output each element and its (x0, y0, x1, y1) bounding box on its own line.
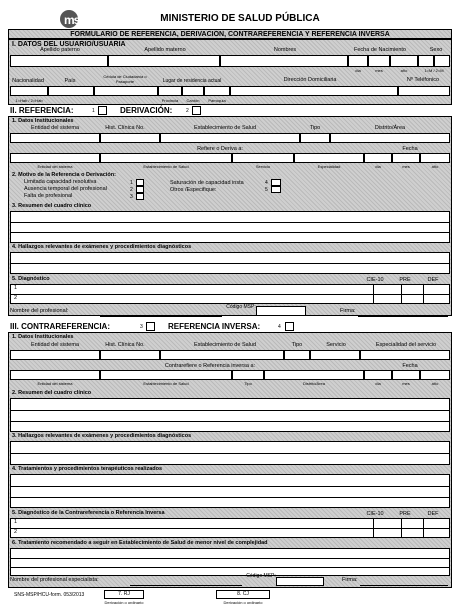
ctr-sub-mes: mes (402, 381, 410, 386)
ministry-title: MINISTERIO DE SALUD PÚBLICA (160, 13, 320, 24)
ctr-to-establecimiento[interactable] (100, 370, 232, 380)
form-code: SNS-MSP/HCU-form. 053/2013 (14, 592, 85, 598)
ctr-code-msp-label: Código MSP: (246, 573, 276, 579)
col-residencia: Lugar de residencia actual (162, 78, 222, 84)
ctr-sub-establecimiento: Establecimiento de Salud (143, 381, 189, 386)
ref-to-dia[interactable] (364, 153, 392, 163)
col-pais: País (64, 78, 76, 84)
ref-diag-row-2: 2 (14, 295, 18, 301)
ref-diag-col-cie: CIE-10 (366, 277, 384, 283)
ref-to-establecimiento[interactable] (100, 153, 232, 163)
ctr-input-hc[interactable] (100, 350, 160, 360)
input-apellido-paterno[interactable] (10, 55, 108, 67)
sub-anio: año (400, 68, 408, 73)
ctr-to-tipo[interactable] (232, 370, 264, 380)
ctr-col-servicio: Servicio (326, 342, 346, 348)
ref-summary-title: 3. Resumen del cuadro clínico (12, 203, 92, 209)
motive-3-num: 3 (130, 194, 133, 200)
ref-firma-label: Firma: (340, 308, 356, 314)
motive-2-checkbox[interactable] (136, 186, 144, 193)
ref-input-distrito[interactable] (330, 133, 450, 143)
ref-code-msp-label: Código MSP: (226, 304, 256, 310)
ctr-to-anio[interactable] (420, 370, 450, 380)
ref-input-hc[interactable] (100, 133, 160, 143)
col-apellido-materno: Apellido materno (144, 47, 186, 53)
ctr-diag-row-1: 1 (14, 519, 18, 525)
motive-2-label: Ausencia temporal del profesional (24, 186, 107, 192)
input-provincia[interactable] (158, 86, 182, 96)
ref-sub-mes: mes (402, 164, 410, 169)
ref-summary-area[interactable] (10, 211, 450, 243)
ctr-treat-title: 4. Tratamientos y procedimientos terapéuticos realizados (12, 466, 163, 472)
ref-col-tipo: Tipo (309, 125, 321, 131)
ctr-col-hc: Hist. Clínica No. (105, 342, 145, 348)
col-sexo: Sexo (429, 47, 443, 53)
ref-col-entidad: Entidad del sistema (31, 125, 79, 131)
contra-label: III. CONTRAREFERENCIA: (10, 322, 110, 331)
derivacion-num: 2 (186, 108, 189, 114)
motive-2-num: 2 (130, 187, 133, 193)
ctr-firma-label: Firma: (342, 577, 358, 583)
ctr-code-msp-input[interactable] (276, 577, 324, 586)
input-anio[interactable] (390, 55, 418, 67)
ref-to-especialidad[interactable] (294, 153, 364, 163)
ctr-input-establecimiento[interactable] (160, 350, 284, 360)
sub-canton: Cantón (186, 98, 200, 103)
ctr-summary-title: 2. Resumen del cuadro clínico (12, 390, 92, 396)
sub-mes: mes (375, 68, 383, 73)
input-dia[interactable] (348, 55, 368, 67)
motive-3-checkbox[interactable] (136, 193, 144, 200)
ref-sub-dia: día (375, 164, 381, 169)
ctr-findings-area[interactable] (10, 441, 450, 465)
ref-sub-servicio: Servicio (255, 164, 271, 169)
input-direccion[interactable] (230, 86, 398, 96)
inversa-checkbox[interactable] (285, 322, 294, 331)
ref-diag-table[interactable] (10, 284, 450, 304)
col-fecha-nacimiento: Fecha de Nacimiento (354, 47, 406, 53)
footer-box-2-sub: Derivación o ordinario (223, 600, 263, 605)
input-nacionalidad[interactable] (10, 86, 48, 96)
ref-sub-establecimiento: Establecimiento de Salud (143, 164, 189, 169)
ref-to-entidad[interactable] (10, 153, 100, 163)
motive-1-checkbox[interactable] (136, 179, 144, 186)
ref-diag-col-pre: PRE (399, 277, 411, 283)
motive-5-checkbox[interactable] (271, 186, 281, 193)
ctr-diag-col-cie: CIE-10 (366, 511, 384, 517)
col-telefono: Nº Teléfonico (406, 77, 440, 83)
ctr-rec-title: 6. Tratamiento recomendado a seguir en Establecimiento de Salud de menor nivel de complejidad (12, 540, 268, 546)
ref-code-msp-input[interactable] (256, 306, 306, 316)
ctr-diag-table[interactable] (10, 518, 450, 538)
ref-to-mes[interactable] (392, 153, 420, 163)
motive-3-label: Falta de profesional (24, 193, 73, 199)
motive-4-num: 4 (265, 180, 268, 186)
ref-findings-area[interactable] (10, 252, 450, 274)
ref-sub-anio: año (431, 164, 439, 169)
ctr-col-entidad: Entidad del sistema (31, 342, 79, 348)
ctr-input-tipo[interactable] (284, 350, 310, 360)
ref-input-establecimiento[interactable] (160, 133, 300, 143)
footer-box-1-label: 7. RJ (118, 591, 130, 597)
contra-num: 3 (140, 324, 143, 330)
motive-title: 2. Motivo de la Referencia o Derivación: (12, 172, 116, 178)
input-pais[interactable] (48, 86, 94, 96)
ref-col-hc: Hist. Clínica No. (105, 125, 145, 131)
input-canton[interactable] (182, 86, 204, 96)
ctr-diag-title: 5. Diagnóstico de la Contrareferencia o Referencia Inversa (12, 510, 165, 516)
ref-diag-col-def: DEF (427, 277, 439, 283)
footer-box-2-label: 8. CJ (237, 591, 249, 597)
referencia-num: 1 (92, 108, 95, 114)
col-nombres: Nombres (273, 47, 297, 53)
ctr-sub-entidad: Entidad del sistema (37, 381, 73, 386)
ref-input-entidad[interactable] (10, 133, 100, 143)
ctr-sub-anio: año (431, 381, 439, 386)
input-apellido-materno[interactable] (108, 55, 220, 67)
ref-to-servicio[interactable] (232, 153, 294, 163)
sub-dia: día (355, 68, 361, 73)
motive-1-num: 1 (130, 180, 133, 186)
ctr-input-servicio[interactable] (310, 350, 360, 360)
referencia-checkbox[interactable] (98, 106, 107, 115)
contra-checkbox[interactable] (146, 322, 155, 331)
ctr-col-tipo: Tipo (291, 342, 303, 348)
ref-diag-title: 5. Diagnóstico (12, 276, 50, 282)
ctr-col-especialidad: Especialidad del servicio (375, 342, 437, 348)
motive-4-checkbox[interactable] (271, 179, 281, 186)
ref-prof-name-label: Nombre del profesional: (10, 308, 69, 314)
sub-provincia: Provincia (161, 98, 179, 103)
form-title: FORMULARIO DE REFERENCIA, DERIVACIÓN, CONTRAREFERENCIA Y REFERENCIA INVERSA (70, 31, 390, 38)
motive-1-label: Limitada capacidad resolutiva (24, 179, 97, 185)
ctr-prof-name-label: Nombre del profesional especialista: (10, 577, 99, 583)
input-cedula[interactable] (94, 86, 158, 96)
inversa-num: 4 (278, 324, 281, 330)
ref-to-anio[interactable] (420, 153, 450, 163)
ref-sub-entidad: Entidad del sistema (37, 164, 73, 169)
referencia-label: II. REFERENCIA: (10, 106, 74, 115)
logo-text: msP (64, 13, 87, 27)
ref-findings-title: 4. Hallazgos relevantes de exámenes y procedimientos diagnósticos (12, 244, 192, 250)
ref-sub-especialidad: Especialidad (317, 164, 341, 169)
input-telefono[interactable] (398, 86, 450, 96)
ref-fecha-label: Fecha (402, 146, 418, 152)
ctr-sub-dia: día (375, 381, 381, 386)
motive-5-label: Otros /Especifique: (170, 187, 217, 193)
col-cedula: Cédula de Ciudadanía o Pasaporte (103, 74, 147, 84)
sub-parroquia: Parroquia (208, 98, 226, 103)
col-apellido-paterno: Apellido paterno (40, 47, 80, 53)
ctr-to-distrito[interactable] (264, 370, 364, 380)
ref-diag-row-1: 1 (14, 285, 18, 291)
input-nombres[interactable] (220, 55, 348, 67)
ref-col-distrito: Distrito/Área (374, 125, 406, 131)
ctr-sub-tipo: Tipo (244, 381, 252, 386)
ctr-diag-col-pre: PRE (399, 511, 411, 517)
ref-input-tipo[interactable] (300, 133, 330, 143)
motive-4-label: Saturación de capacidad insta (170, 180, 244, 186)
col-direccion: Dirección Domiciliaria (283, 77, 337, 83)
ref-refiere-label: Refiere o Deriva a: (197, 146, 243, 152)
motive-5-num: 5 (265, 187, 268, 193)
form-title-bar (8, 29, 452, 39)
derivacion-label: DERIVACIÓN: (120, 106, 173, 115)
ctr-input-entidad[interactable] (10, 350, 100, 360)
ctr-diag-row-2: 2 (14, 529, 18, 535)
ctr-inst-title: 1. Datos Institucionales (12, 334, 74, 340)
ctr-findings-title: 3. Hallazgos relevantes de exámenes y procedimientos diagnósticos (12, 433, 192, 439)
ctr-to-mes[interactable] (392, 370, 420, 380)
msp-logo (60, 10, 94, 28)
footer-box-1-sub: Derivación o ordinario (104, 600, 144, 605)
ctr-to-dia[interactable] (364, 370, 392, 380)
ctr-refiere-label: Contrarefiere o Referencia inversa a: (164, 363, 256, 369)
input-edad[interactable] (418, 55, 434, 67)
input-parroquia[interactable] (204, 86, 230, 96)
sub-sexo: 1=M / 2=M (424, 68, 444, 73)
ctr-rec-area[interactable] (10, 548, 450, 576)
ctr-treat-area[interactable] (10, 474, 450, 508)
ref-col-establecimiento: Establecimiento de Salud (193, 125, 257, 131)
sub-age-extra: 1=Hab / 2=Hab (15, 98, 43, 103)
ctr-col-establecimiento: Establecimiento de Salud (193, 342, 257, 348)
input-sexo[interactable] (434, 55, 450, 67)
ctr-summary-area[interactable] (10, 398, 450, 432)
col-nacionalidad: Nacionalidad (12, 78, 44, 84)
user-section-title: I. DATOS DEL USUARIO/USUARIA (12, 41, 126, 48)
ctr-sub-distrito: Distrito/Área (302, 381, 325, 386)
input-mes[interactable] (368, 55, 390, 67)
inversa-label: REFERENCIA INVERSA: (168, 322, 261, 331)
ctr-fecha-label: Fecha (402, 363, 418, 369)
ctr-to-entidad[interactable] (10, 370, 100, 380)
ctr-input-especialidad[interactable] (360, 350, 450, 360)
derivacion-checkbox[interactable] (192, 106, 201, 115)
ref-inst-title: 1. Datos Institucionales (12, 118, 74, 124)
ctr-diag-col-def: DEF (427, 511, 439, 517)
